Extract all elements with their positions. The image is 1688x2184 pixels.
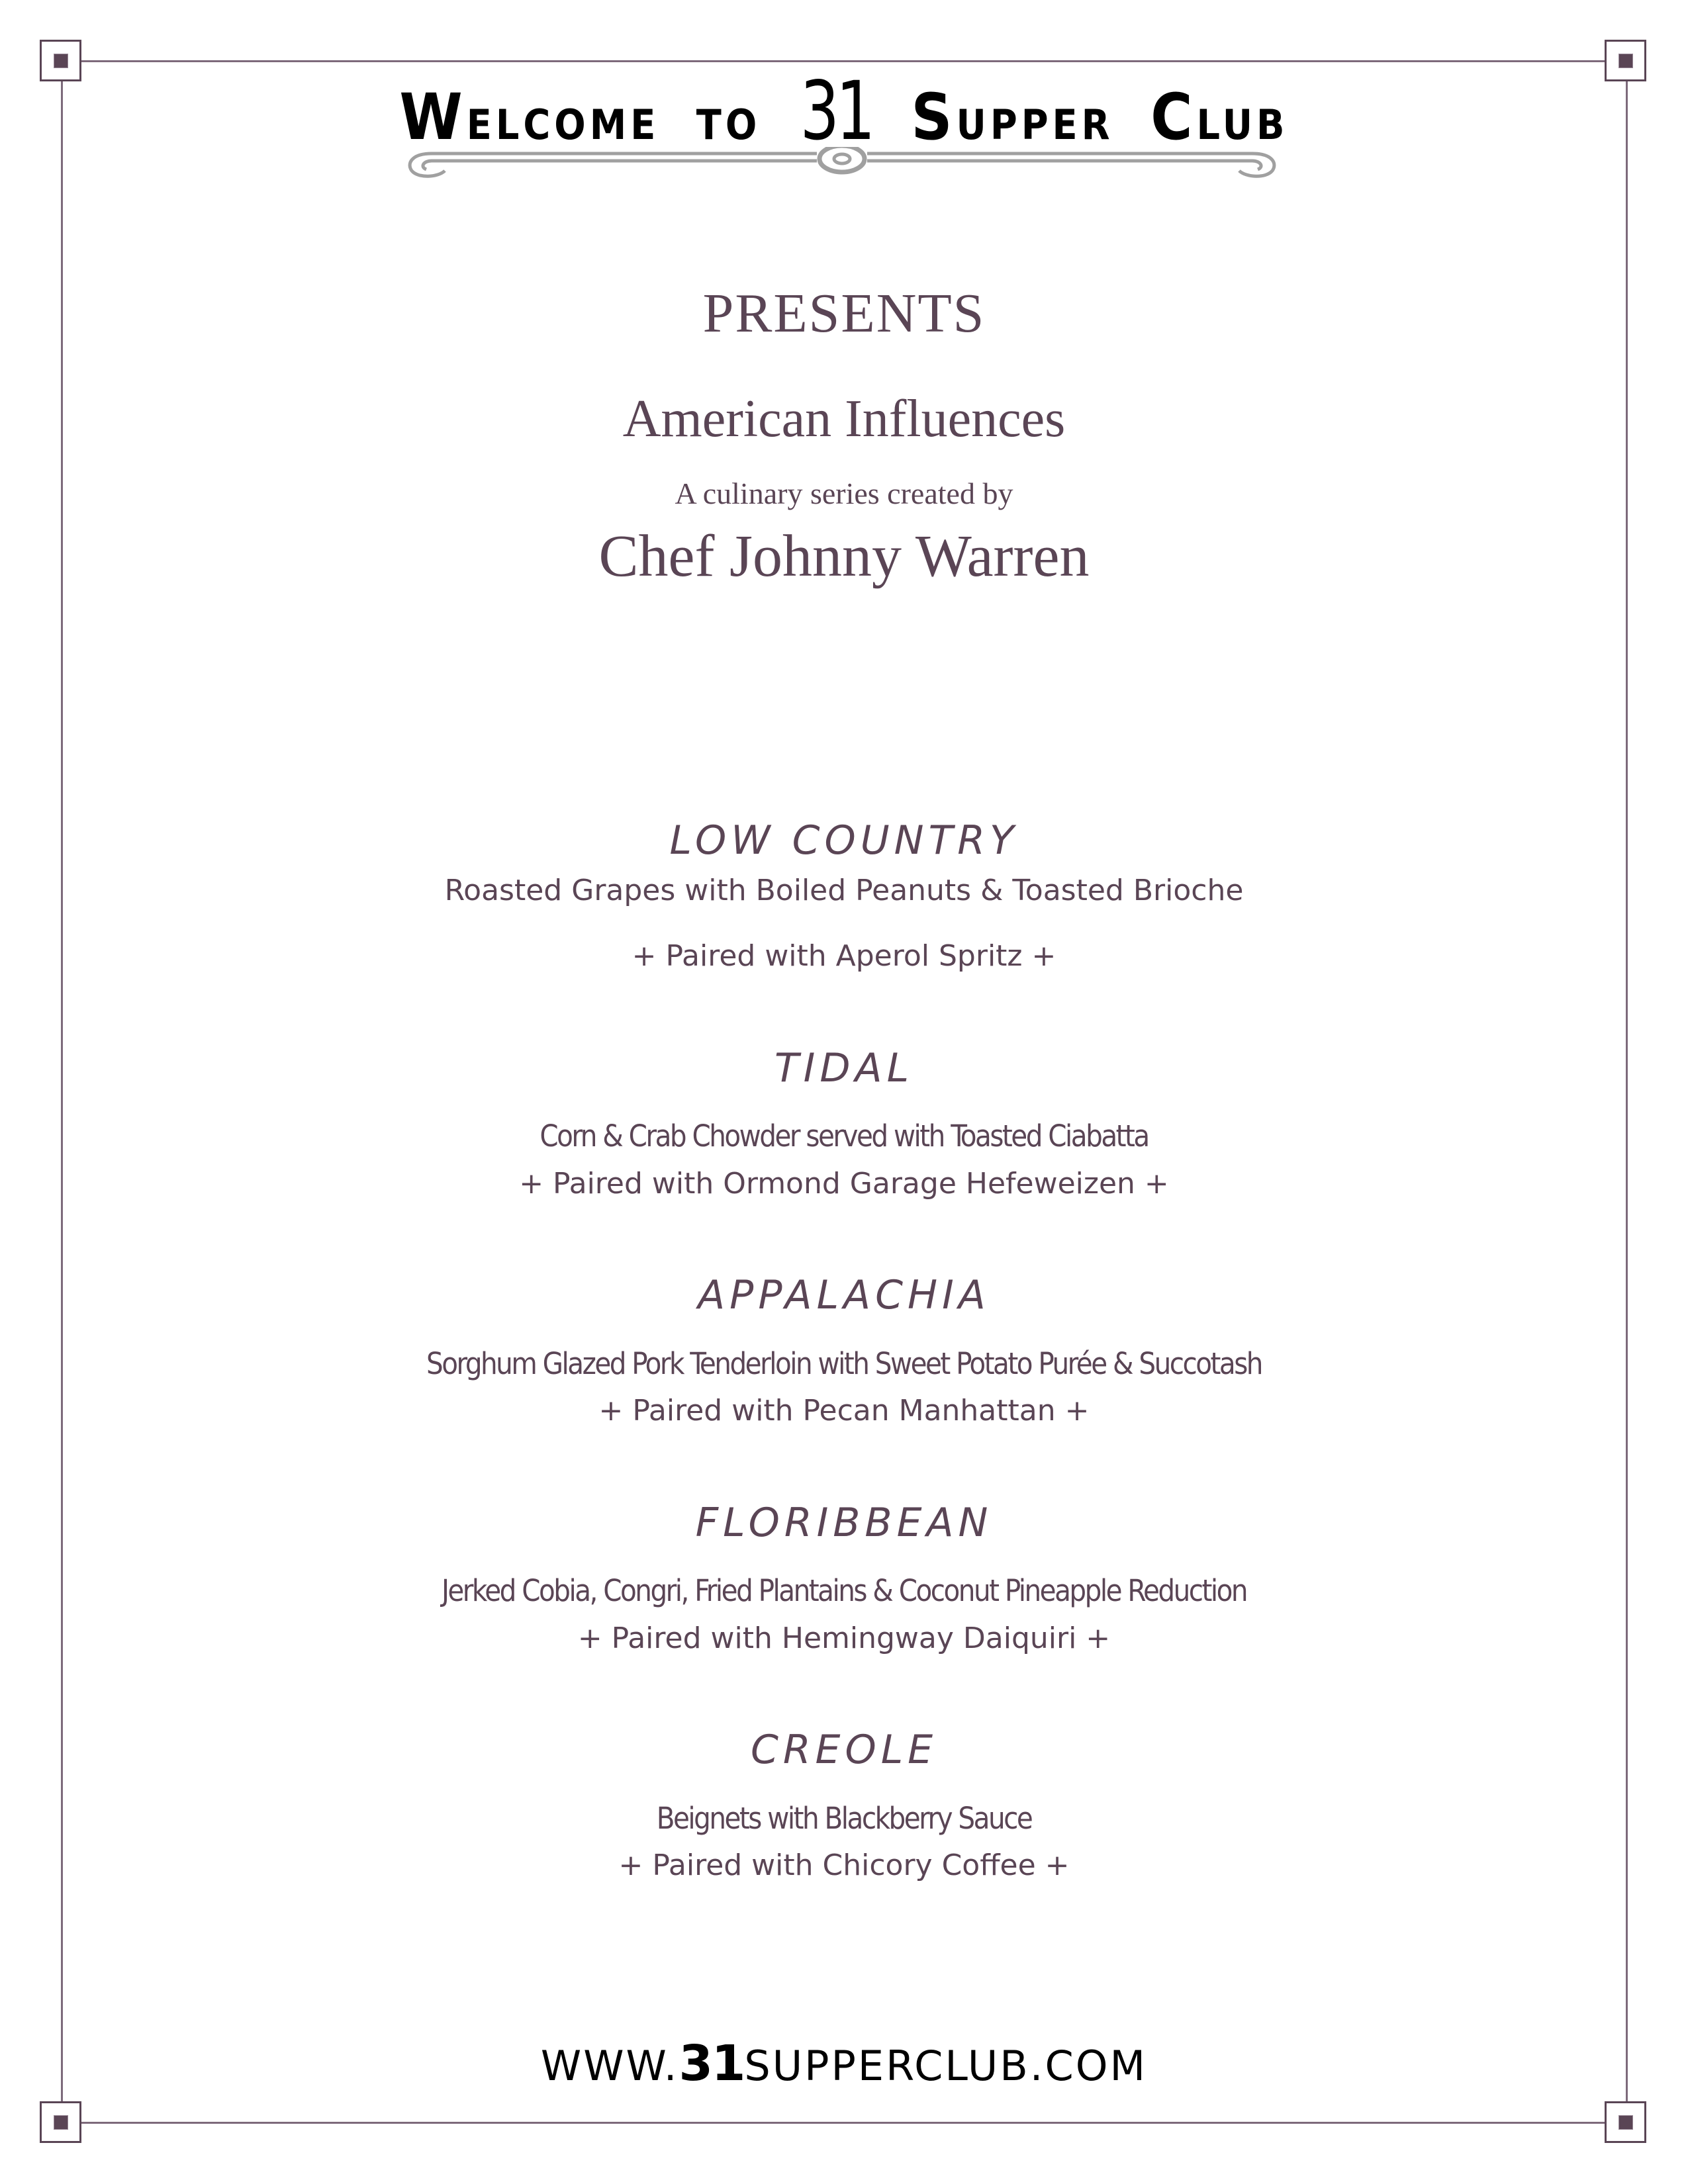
welcome-header [0,64,1688,158]
scroll-divider-icon [405,147,1279,180]
club-number-logo: 31 [800,64,872,158]
series-title: American Influences [622,390,1066,448]
course-dish: Sorghum Glazed Pork Tenderloin with Sweet Potato Purée & Succotash [426,1346,1262,1381]
course-region-heading: APPALACHIA [698,1272,990,1318]
course-pairing: + Paired with Hemingway Daiquiri + [577,1621,1111,1655]
supper-initial: S [911,80,957,154]
chef-name: Chef Johnny Warren [598,523,1090,589]
presents-heading: PRESENTS [702,283,986,344]
course-region-heading: CREOLE [750,1727,938,1773]
course-region-heading: LOW COUNTRY [669,817,1019,864]
corner-square-icon [54,54,68,68]
corner-square-icon [1619,2116,1632,2129]
club-initial: C [1150,80,1197,154]
course-dish: Jerked Cobia, Congri, Fried Plantains & Coconut Pineapple Reduction [441,1573,1247,1608]
supper-rest: UPPER [956,101,1114,149]
course-dish: Beignets with Blackberry Sauce [656,1801,1032,1836]
corner-square-icon [54,2116,68,2129]
course-dish: Roasted Grapes with Boiled Peanuts & Toasted Brioche [444,874,1244,907]
corner-ornament-top-right [1605,40,1646,81]
corner-square-icon [1619,54,1632,68]
welcome-to: TO [696,101,761,149]
course-region-heading: TIDAL [774,1045,914,1091]
course-pairing: + Paired with Ormond Garage Hefeweizen + [519,1167,1169,1201]
corner-ornament-top-left [40,40,81,81]
url-number: 31 [679,2035,745,2092]
welcome-rest: ELCOME [466,101,660,149]
series-subtitle: A culinary series created by [675,477,1013,510]
frame-top-line [81,60,1605,62]
course-dish: Corn & Crab Chowder served with Toasted Ciabatta [539,1118,1149,1154]
course-pairing: + Paired with Aperol Spritz + [632,939,1056,973]
corner-ornament-bottom-left [40,2101,81,2143]
club-rest: LUB [1196,101,1289,149]
url-prefix: WWW. [540,2042,679,2090]
course-pairing: + Paired with Chicory Coffee + [618,1848,1070,1882]
website-url [0,2037,1688,2093]
welcome-initial: W [399,80,467,154]
url-suffix: SUPPERCLUB.COM [744,2042,1148,2090]
course-region-heading: FLORIBBEAN [695,1500,993,1546]
corner-ornament-bottom-right [1605,2101,1646,2143]
frame-bottom-line [81,2122,1605,2124]
course-pairing: + Paired with Pecan Manhattan + [598,1394,1090,1428]
